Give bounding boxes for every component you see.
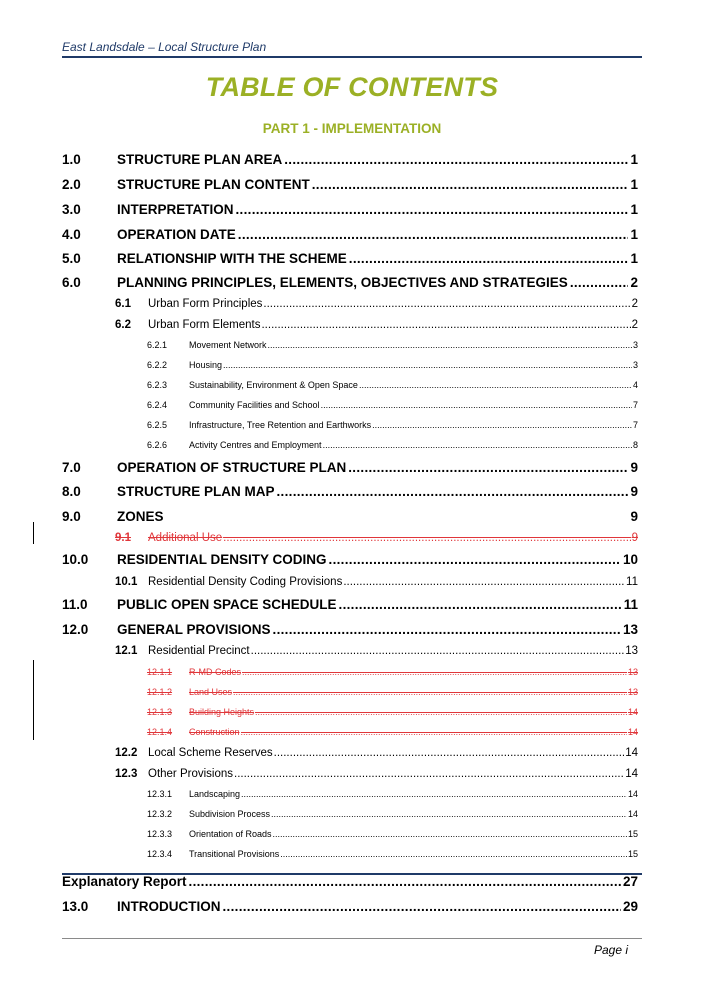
- toc-page-number: 2: [630, 275, 638, 290]
- toc-page-number: 2: [631, 319, 638, 331]
- toc-entry-12-0[interactable]: [62, 622, 638, 637]
- toc-label: PLANNING PRINCIPLES, ELEMENTS, OBJECTIVES AND STRATEGIES: [117, 275, 568, 290]
- toc-entry-6-2-5[interactable]: [147, 420, 638, 430]
- toc-leader: [284, 152, 628, 167]
- toc-entry-11-0[interactable]: [62, 597, 638, 612]
- toc-label: Transitional Provisions: [189, 849, 280, 859]
- toc-label: OPERATION DATE: [117, 227, 236, 242]
- toc-leader: [339, 597, 622, 612]
- toc-label: STRUCTURE PLAN MAP: [117, 484, 275, 499]
- toc-entry-explanatory-report[interactable]: [62, 874, 638, 889]
- toc-entry-12-3-4[interactable]: [147, 849, 638, 859]
- toc-leader: [271, 809, 627, 819]
- toc-entry-12-1-4-deleted[interactable]: [147, 727, 638, 737]
- toc-label: Landscaping: [189, 789, 241, 799]
- toc-label: INTRODUCTION: [117, 899, 221, 914]
- toc-page-number: 14: [627, 809, 638, 819]
- toc-page-number: 14: [627, 789, 638, 799]
- toc-leader: [242, 667, 627, 677]
- toc-leader: [236, 202, 629, 217]
- toc-leader: [274, 747, 625, 759]
- toc-entry-12-1-1-deleted[interactable]: [147, 667, 638, 677]
- toc-leader: [233, 687, 627, 697]
- toc-label: Other Provisions: [148, 768, 234, 780]
- toc-number: 10.0: [62, 552, 89, 567]
- toc-leader: [321, 400, 632, 410]
- toc-label: R-MD Codes: [189, 667, 242, 677]
- toc-number: 11.0: [62, 597, 88, 612]
- toc-label: RESIDENTIAL DENSITY CODING: [117, 552, 327, 567]
- toc-leader: [238, 227, 629, 242]
- footer-rule: [62, 938, 642, 939]
- toc-leader: [189, 874, 621, 889]
- revision-change-bar: [33, 660, 34, 740]
- toc-page-number: 14: [625, 768, 638, 780]
- toc-number: 12.1.3: [147, 707, 173, 717]
- toc-number: 6.2.6: [147, 440, 168, 450]
- toc-number: 6.2.4: [147, 400, 168, 410]
- toc-number: 2.0: [62, 177, 81, 192]
- toc-page-number: 10: [622, 552, 638, 567]
- toc-number: 12.0: [62, 622, 89, 637]
- toc-entry-6-2-2[interactable]: [147, 360, 638, 370]
- toc-page-number: 29: [622, 899, 638, 914]
- toc-leader: [329, 552, 621, 567]
- toc-number: 12.3.1: [147, 789, 173, 799]
- toc-leader: [312, 177, 629, 192]
- toc-entry-3-0[interactable]: [62, 202, 638, 217]
- toc-number: 6.2.3: [147, 380, 168, 390]
- toc-label: INTERPRETATION: [117, 202, 234, 217]
- toc-entry-4-0[interactable]: [62, 227, 638, 242]
- toc-number: 12.1.4: [147, 727, 173, 737]
- toc-number: 5.0: [62, 251, 81, 266]
- toc-leader: [349, 251, 629, 266]
- toc-label: Movement Network: [189, 340, 267, 350]
- toc-leader: [273, 829, 627, 839]
- toc-number: 12.2: [115, 747, 138, 759]
- toc-number: 7.0: [62, 460, 81, 475]
- toc-entry-12-3-1[interactable]: [147, 789, 638, 799]
- toc-leader: [570, 275, 629, 290]
- toc-page-number: 9: [630, 484, 638, 499]
- toc-entry-12-3-2[interactable]: [147, 809, 638, 819]
- toc-entry-12-1-2-deleted[interactable]: [147, 687, 638, 697]
- toc-page-number: 14: [627, 707, 638, 717]
- toc-entry-2-0[interactable]: [62, 177, 638, 192]
- toc-entry-7-0[interactable]: [62, 460, 638, 475]
- toc-page-number: 11: [626, 576, 638, 588]
- toc-leader: [251, 645, 625, 657]
- toc-entry-12-2[interactable]: [115, 747, 638, 759]
- toc-number: 6.2.2: [147, 360, 168, 370]
- toc-label: ZONES: [117, 509, 164, 524]
- toc-leader: [277, 484, 629, 499]
- toc-label: Subdivision Process: [189, 809, 271, 819]
- toc-entry-6-1[interactable]: [115, 298, 638, 310]
- toc-page-number: 1: [630, 227, 638, 242]
- toc-leader: [241, 789, 627, 799]
- toc-entry-6-2-6[interactable]: [147, 440, 638, 450]
- toc-label: Local Scheme Reserves: [148, 747, 273, 759]
- toc-number: 9.1: [115, 532, 131, 544]
- toc-number: 9.0: [62, 509, 81, 524]
- toc-entry-5-0[interactable]: [62, 251, 638, 266]
- toc-number: 1.0: [62, 152, 81, 167]
- toc-entry-10-1[interactable]: [115, 576, 638, 588]
- toc-page-number: 14: [625, 747, 638, 759]
- toc-page-number: 13: [622, 622, 638, 637]
- toc-page-number: 9: [631, 532, 638, 544]
- part-heading: PART 1 - IMPLEMENTATION: [262, 121, 442, 136]
- toc-number: 12.1: [115, 645, 138, 657]
- toc-entry-12-3[interactable]: [115, 768, 638, 780]
- toc-label: Sustainability, Environment & Open Space: [189, 380, 358, 390]
- toc-label: Construction: [189, 727, 240, 737]
- toc-entry-13-0[interactable]: [62, 899, 638, 914]
- toc-leader: [223, 360, 632, 370]
- toc-number: 8.0: [62, 484, 81, 499]
- toc-entry-12-1[interactable]: [115, 645, 638, 657]
- toc-leader: [234, 768, 624, 780]
- header-rule: [62, 56, 642, 58]
- toc-entry-10-0[interactable]: [62, 552, 638, 567]
- toc-label: STRUCTURE PLAN AREA: [117, 152, 283, 167]
- toc-label: GENERAL PROVISIONS: [117, 622, 271, 637]
- page-title: TABLE OF CONTENTS: [205, 72, 499, 102]
- toc-leader: [359, 380, 632, 390]
- toc-number: 6.2: [115, 319, 131, 331]
- toc-page-number: 14: [627, 727, 638, 737]
- toc-entry-8-0[interactable]: [62, 484, 638, 499]
- toc-page-number: 1: [630, 251, 638, 266]
- toc-page-number: 7: [632, 420, 638, 430]
- toc-number: 12.3.2: [147, 809, 173, 819]
- toc-number: 10.1: [115, 576, 138, 588]
- toc-page-number: 11: [623, 597, 638, 612]
- toc-page-number: 15: [627, 849, 638, 859]
- toc-entry-6-2[interactable]: [115, 319, 638, 331]
- toc-page-number: 13: [625, 645, 638, 657]
- toc-leader: [223, 899, 621, 914]
- toc-page-number: 3: [632, 360, 638, 370]
- toc-page-number: 27: [622, 874, 638, 889]
- toc-entry-6-2-1[interactable]: [147, 340, 638, 350]
- toc-page-number: 2: [631, 298, 638, 310]
- toc-leader: [348, 460, 628, 475]
- toc-page-number: 7: [632, 400, 638, 410]
- toc-label: Residential Density Coding Provisions: [148, 576, 343, 588]
- toc-page-number: 1: [630, 177, 638, 192]
- toc-number: 13.0: [62, 899, 89, 914]
- toc-label: PUBLIC OPEN SPACE SCHEDULE: [117, 597, 337, 612]
- toc-leader: [280, 849, 627, 859]
- toc-leader: [268, 340, 632, 350]
- toc-label: STRUCTURE PLAN CONTENT: [117, 177, 310, 192]
- toc-label: RELATIONSHIP WITH THE SCHEME: [117, 251, 347, 266]
- toc-page-number: 8: [632, 440, 638, 450]
- toc-leader: [255, 707, 627, 717]
- toc-label: Residential Precinct: [148, 645, 250, 657]
- toc-leader: [223, 532, 630, 544]
- toc-label: Additional Use: [148, 532, 223, 544]
- toc-label: Infrastructure, Tree Retention and Earthworks: [189, 420, 372, 430]
- toc-leader: [343, 576, 625, 588]
- toc-page-number: 9: [630, 460, 638, 475]
- toc-leader: [241, 727, 627, 737]
- toc-entry-12-3-3[interactable]: [147, 829, 638, 839]
- toc-label: Housing: [189, 360, 223, 370]
- toc-label: Building Heights: [189, 707, 255, 717]
- toc-label: Orientation of Roads: [189, 829, 272, 839]
- toc-number: 12.3: [115, 768, 138, 780]
- toc-number: 4.0: [62, 227, 81, 242]
- toc-page-number: 9: [630, 509, 638, 524]
- toc-page-number: 4: [632, 380, 638, 390]
- toc-entry-6-0[interactable]: [62, 275, 638, 290]
- toc-entry-6-2-3[interactable]: [147, 380, 638, 390]
- toc-entry-6-2-4[interactable]: [147, 400, 638, 410]
- toc-leader: [372, 420, 632, 430]
- toc-label: Explanatory Report: [62, 874, 187, 889]
- toc-number: 6.2.5: [147, 420, 168, 430]
- toc-number: 12.3.3: [147, 829, 173, 839]
- toc-page-number: 1: [630, 152, 638, 167]
- toc-page-number: 13: [627, 667, 638, 677]
- toc-label: Land Uses: [189, 687, 233, 697]
- revision-change-bar: [33, 522, 34, 544]
- toc-number: 12.3.4: [147, 849, 173, 859]
- toc-entry-12-1-3-deleted[interactable]: [147, 707, 638, 717]
- toc-entry-1-0[interactable]: [62, 152, 638, 167]
- toc-leader: [261, 319, 630, 331]
- toc-entry-9-0[interactable]: [62, 509, 638, 524]
- toc-page-number: 15: [627, 829, 638, 839]
- toc-number: 3.0: [62, 202, 81, 217]
- running-header: East Landsdale – Local Structure Plan: [62, 40, 267, 54]
- page-number-footer: Page i: [593, 943, 628, 957]
- toc-number: 12.1.1: [147, 667, 173, 677]
- toc-page-number: 13: [627, 687, 638, 697]
- toc-number: 6.0: [62, 275, 81, 290]
- toc-leader: [273, 622, 621, 637]
- toc-number: 6.1: [115, 298, 131, 310]
- toc-label: Community Facilities and School: [189, 400, 320, 410]
- toc-number: 6.2.1: [147, 340, 168, 350]
- toc-leader: [263, 298, 630, 310]
- toc-label: OPERATION OF STRUCTURE PLAN: [117, 460, 347, 475]
- toc-label: Urban Form Elements: [148, 319, 261, 331]
- toc-page-number: 3: [632, 340, 638, 350]
- toc-leader: [323, 440, 632, 450]
- toc-page-number: 1: [630, 202, 638, 217]
- toc-number: 12.1.2: [147, 687, 173, 697]
- toc-label: Urban Form Principles: [148, 298, 263, 310]
- toc-entry-9-1-deleted[interactable]: [115, 532, 638, 544]
- toc-label: Activity Centres and Employment: [189, 440, 322, 450]
